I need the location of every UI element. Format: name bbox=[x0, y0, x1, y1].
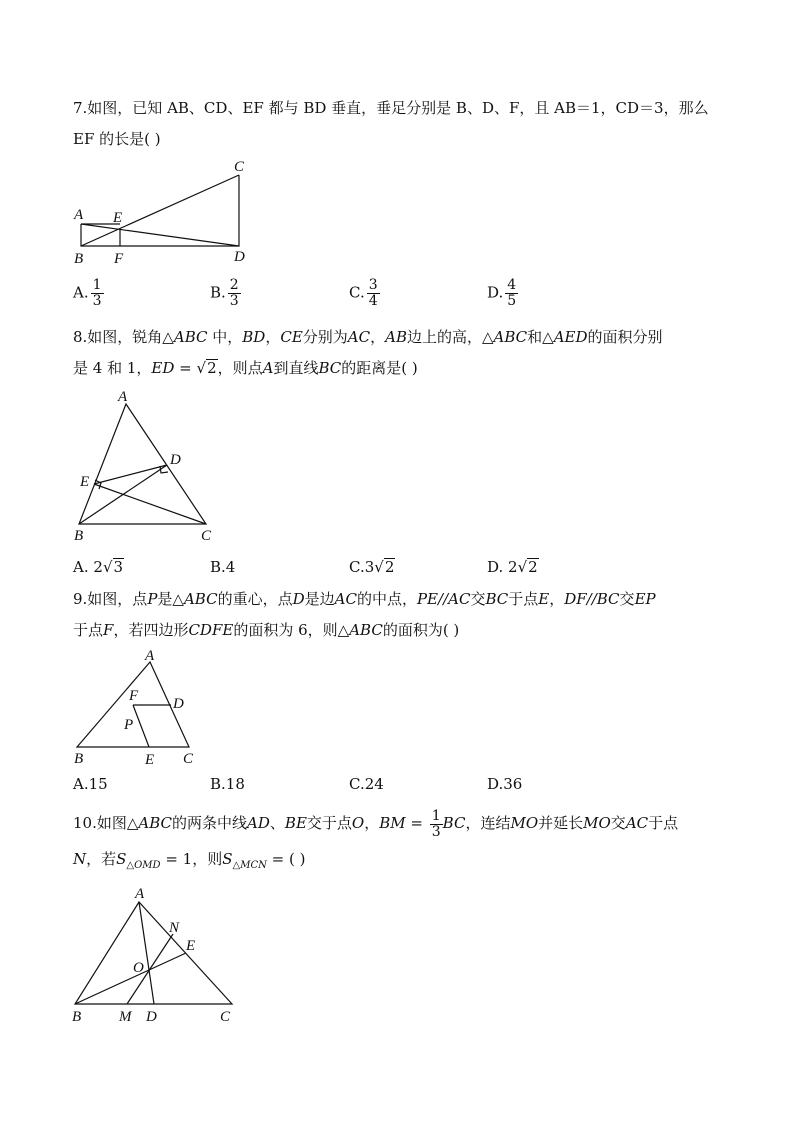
q9-line2: 于点F，若四边形CDFE的面积为 6，则△ABC的面积为( ) bbox=[73, 621, 460, 639]
q8-triangle-ABC bbox=[79, 404, 206, 524]
q7-line1: 7.如图，已知 AB、CD、EF 都与 BD 垂直，垂足分别是 B、D、F，且 AB＝1，CD＝3，那么 bbox=[73, 99, 709, 117]
q7-label-A: A bbox=[74, 207, 84, 223]
q7-option-a[interactable]: A. $\frac{1}{3}$ bbox=[73, 277, 102, 309]
q10-median-AD bbox=[139, 902, 154, 1004]
question-10-text bbox=[73, 805, 723, 884]
q9-option-a[interactable]: A.15 bbox=[73, 775, 108, 793]
q7-figure bbox=[68, 155, 258, 267]
q8-label-D: D bbox=[170, 452, 181, 468]
q9-line-FE bbox=[133, 705, 149, 747]
q9-option-b[interactable]: B.18 bbox=[210, 775, 245, 793]
q7-label-C: C bbox=[234, 159, 245, 175]
q10-figure bbox=[66, 882, 246, 1024]
q10-label-O: O bbox=[133, 960, 144, 976]
q8-line-CE bbox=[94, 484, 206, 524]
q10-label-E: E bbox=[186, 938, 196, 954]
q10-label-A: A bbox=[135, 886, 145, 902]
q8-option-b[interactable]: B.4 bbox=[210, 558, 236, 576]
q9-label-F: F bbox=[129, 688, 139, 704]
q9-label-E: E bbox=[145, 752, 155, 768]
q8-figure bbox=[70, 388, 230, 546]
q7-line2: EF 的长是( ) bbox=[73, 130, 161, 148]
q7-label-D: D bbox=[234, 249, 245, 265]
q8-label-C: C bbox=[201, 528, 212, 544]
q7-option-c[interactable]: C. $\frac{3}{4}$ bbox=[349, 277, 378, 309]
q7-option-b[interactable]: B. $\frac{2}{3}$ bbox=[210, 277, 239, 309]
q8-label-B: B bbox=[74, 528, 84, 544]
q9-label-A: A bbox=[145, 648, 155, 664]
q7-label-F: F bbox=[114, 251, 124, 267]
q9-option-d[interactable]: D.36 bbox=[487, 775, 523, 793]
q8-line2: 是 4 和 1，ED = √2，则点A到直线BC的距离是( ) bbox=[73, 359, 418, 377]
question-8-text bbox=[73, 322, 723, 384]
q9-label-B: B bbox=[74, 751, 84, 767]
q8-option-a[interactable]: A. 2√3 bbox=[73, 558, 124, 576]
q10-line1: 10.如图△ABC的两条中线AD、BE交于点O，BM = $\frac{1}{3}$ BC，连结MO并延长MO交AC于点 bbox=[73, 807, 679, 840]
q7-label-E: E bbox=[113, 210, 123, 226]
q10-label-M: M bbox=[119, 1009, 132, 1024]
q7-label-B: B bbox=[74, 251, 84, 267]
q7-option-d[interactable]: D. $\frac{4}{5}$ bbox=[487, 277, 517, 309]
q10-line2: N，若$S_{\triangle OMD} = 1$，则$S_{\triangle MCN}$ = ( ) bbox=[73, 850, 306, 871]
q8-option-c[interactable]: C.3√2 bbox=[349, 558, 395, 576]
q10-label-D: D bbox=[146, 1009, 157, 1024]
q10-label-B: B bbox=[72, 1009, 82, 1024]
q9-option-c[interactable]: C.24 bbox=[349, 775, 384, 793]
q8-label-A: A bbox=[118, 389, 128, 405]
q8-line1: 8.如图，锐角△ABC 中，BD，CE分别为AC，AB边上的高，△ABC和△AED的面积分别 bbox=[73, 328, 663, 346]
question-7-text bbox=[73, 93, 723, 155]
q9-label-D: D bbox=[173, 696, 184, 712]
q10-label-C: C bbox=[220, 1009, 231, 1024]
q9-label-C: C bbox=[183, 751, 194, 767]
q10-triangle-ABC bbox=[75, 902, 232, 1004]
question-9-text bbox=[73, 584, 723, 646]
q8-line-ED bbox=[94, 465, 167, 484]
q8-option-d[interactable]: D. 2√2 bbox=[487, 558, 538, 576]
q8-label-E: E bbox=[80, 474, 90, 490]
q9-line1: 9.如图，点P是△ABC的重心，点D是边AC的中点，PE//AC交BC于点E，DF//BC交EP bbox=[73, 590, 656, 608]
q10-label-N: N bbox=[169, 920, 180, 936]
q9-label-P: P bbox=[124, 717, 134, 733]
q9-figure bbox=[68, 646, 208, 770]
